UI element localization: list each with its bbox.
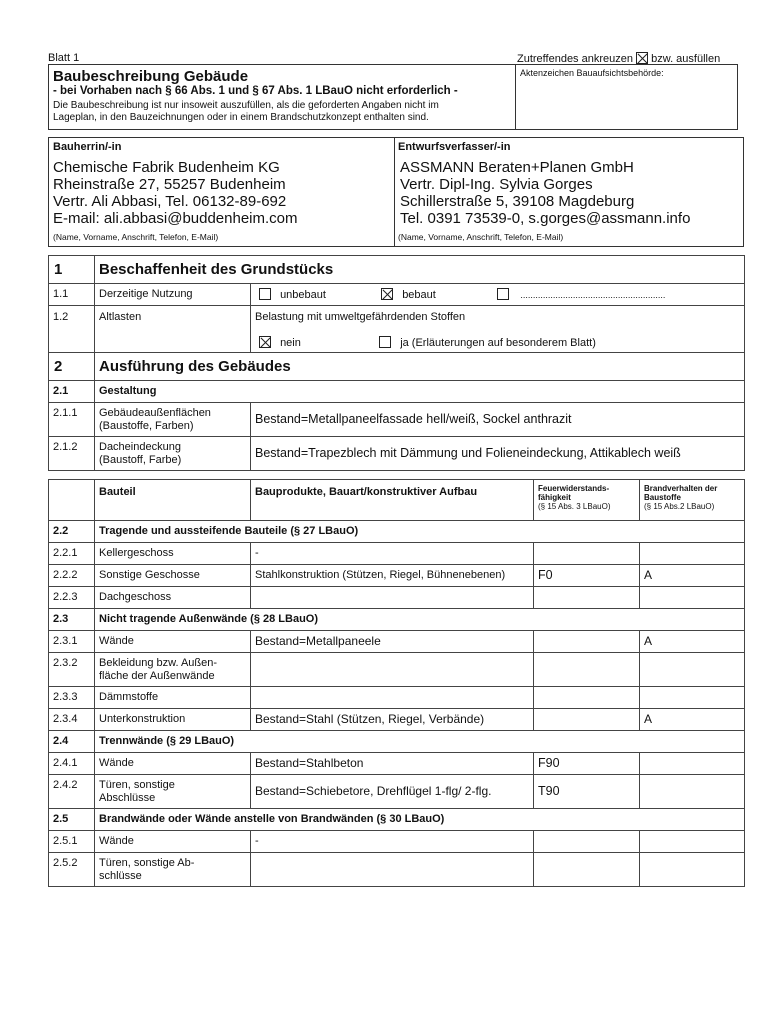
row-construction-value[interactable] xyxy=(251,653,534,687)
checkbox-other-usage[interactable] xyxy=(497,288,509,300)
title-divider xyxy=(515,65,516,129)
row-fire-resistance-value[interactable] xyxy=(534,631,640,653)
row-fire-behaviour-value[interactable] xyxy=(640,587,745,609)
row-label xyxy=(95,543,251,565)
row-number: 2.3.4 xyxy=(49,709,95,731)
header-fire-behaviour xyxy=(640,480,745,521)
file-reference-label: Aktenzeichen Bauaufsichtsbehörde: xyxy=(520,68,664,78)
row-fire-behaviour-value[interactable] xyxy=(640,831,745,853)
row-number: 2.4.1 xyxy=(49,753,95,775)
row-2-1 xyxy=(49,381,745,403)
table-row xyxy=(49,853,745,887)
row-number: 2.5.2 xyxy=(49,853,95,887)
section-2-header xyxy=(49,353,745,381)
row-fire-behaviour-value[interactable] xyxy=(640,653,745,687)
title-note-line2: Lageplan, in den Bauzeichnungen oder in einem Brandschutzkonzept enthalten sind. xyxy=(53,112,429,123)
row-2-1-1-value[interactable]: Bestand=Metallpaneelfassade hell/weiß, Sockel anthrazit xyxy=(251,403,745,437)
row-number: 2.2 xyxy=(49,521,95,543)
row-fire-resistance-value[interactable] xyxy=(534,709,640,731)
row-number: 2.4.2 xyxy=(49,775,95,809)
title-box xyxy=(48,64,738,130)
table-row xyxy=(49,687,745,709)
checkbox-nein[interactable] xyxy=(259,336,271,348)
header-fire-resistance xyxy=(534,480,640,521)
row-label xyxy=(95,831,251,853)
row-fire-behaviour-value[interactable] xyxy=(640,775,745,809)
row-fire-resistance-value[interactable]: F0 xyxy=(534,565,640,587)
fill-hint-suffix: bzw. ausfüllen xyxy=(651,53,721,65)
option-nein-label: nein xyxy=(280,337,301,349)
row-2-1-2-label-line2: (Baustoff, Farbe) xyxy=(99,454,182,466)
table-row xyxy=(49,565,745,587)
row-number: 2.5 xyxy=(49,809,95,831)
row-label-line1: Kellergeschoss xyxy=(99,547,174,559)
table-row xyxy=(49,653,745,687)
row-construction-value[interactable]: Bestand=Schiebetore, Drehflügel 1-flg/ 2-flg. xyxy=(251,775,534,809)
row-fire-resistance-value[interactable] xyxy=(534,687,640,709)
row-1-1-label: Derzeitige Nutzung xyxy=(95,284,251,306)
row-heading-title: Brandwände oder Wände anstelle von Brandwänden (§ 30 LBauO) xyxy=(95,809,745,831)
header-fire-behaviour-line2: Baustoffe xyxy=(644,493,681,502)
row-construction-value[interactable] xyxy=(251,587,534,609)
row-fire-behaviour-value[interactable]: A xyxy=(640,631,745,653)
header-fire-behaviour-line3: (§ 15 Abs.2 LBauO) xyxy=(644,502,715,511)
row-label-line1: Dachgeschoss xyxy=(99,591,172,603)
owner-line2: Rheinstraße 27, 55257 Budenheim xyxy=(53,176,286,193)
row-2-1-2-label-line1: Dacheindeckung xyxy=(99,441,181,453)
owner-label: Bauherrin/-in xyxy=(53,141,122,153)
designer-details xyxy=(400,159,690,227)
row-label-line2: schlüsse xyxy=(99,870,142,882)
row-label-line1: Unterkonstruktion xyxy=(99,713,186,725)
row-label xyxy=(95,587,251,609)
owner-line4: E-mail: ali.abbasi@buddenheim.com xyxy=(53,210,298,227)
checkbox-ja[interactable] xyxy=(379,336,391,348)
owner-hint: (Name, Vorname, Anschrift, Telefon, E-Mail) xyxy=(53,232,219,242)
option-ja-label: ja (Erläuterungen auf besonderem Blatt) xyxy=(400,337,596,349)
contamination-options xyxy=(255,336,740,350)
row-heading-title: Nicht tragende Außenwände (§ 28 LBauO) xyxy=(95,609,745,631)
row-fire-behaviour-value[interactable]: A xyxy=(640,565,745,587)
row-label xyxy=(95,631,251,653)
designer-line2: Vertr. Dipl-Ing. Sylvia Gorges xyxy=(400,176,593,193)
section-1-header xyxy=(49,256,745,284)
title-note-line1: Die Baubeschreibung ist nur insoweit auszufüllen, als die geforderten Angaben nicht im xyxy=(53,100,439,111)
table-section-heading xyxy=(49,731,745,753)
components-rows xyxy=(49,521,745,887)
row-fire-behaviour-value[interactable] xyxy=(640,853,745,887)
row-2-1-1-label xyxy=(95,403,251,437)
row-heading-title: Trennwände (§ 29 LBauO) xyxy=(95,731,745,753)
section-2-title: Ausführung des Gebäudes xyxy=(95,353,745,381)
row-2-1-1-number: 2.1.1 xyxy=(49,403,95,437)
row-fire-resistance-value[interactable] xyxy=(534,653,640,687)
page-title: Baubeschreibung Gebäude xyxy=(53,68,249,85)
row-number: 2.3.3 xyxy=(49,687,95,709)
components-header xyxy=(49,480,745,521)
option-unbebaut-label: unbebaut xyxy=(280,288,326,301)
section-2-number: 2 xyxy=(49,353,95,381)
row-number: 2.4 xyxy=(49,731,95,753)
row-fire-resistance-value[interactable]: F90 xyxy=(534,753,640,775)
designer-hint: (Name, Vorname, Anschrift, Telefon, E-Mail) xyxy=(398,232,564,242)
table-row xyxy=(49,631,745,653)
row-label-line2: fläche der Außenwände xyxy=(99,670,215,682)
row-2-1-2 xyxy=(49,437,745,471)
row-construction-value[interactable]: Bestand=Stahlbeton xyxy=(251,753,534,775)
row-label xyxy=(95,853,251,887)
row-number: 2.2.3 xyxy=(49,587,95,609)
table-section-heading xyxy=(49,521,745,543)
row-label-line1: Wände xyxy=(99,757,134,769)
section-1-table xyxy=(48,255,745,471)
row-1-1 xyxy=(49,284,745,306)
row-1-2 xyxy=(49,306,745,353)
row-heading-title: Tragende und aussteifende Bauteile (§ 27 LBauO) xyxy=(95,521,745,543)
row-1-1-number: 1.1 xyxy=(49,284,95,306)
usage-options xyxy=(251,284,745,306)
table-row xyxy=(49,775,745,809)
row-construction-value[interactable]: Stahlkonstruktion (Stützen, Riegel, Bühnenebenen) xyxy=(251,565,534,587)
row-label xyxy=(95,753,251,775)
row-construction-value[interactable]: - xyxy=(251,831,534,853)
row-fire-behaviour-value[interactable] xyxy=(640,753,745,775)
header-fire-resistance-line3: (§ 15 Abs. 3 LBauO) xyxy=(538,502,611,511)
checkbox-bebaut[interactable] xyxy=(381,288,393,300)
fill-hint-prefix: Zutreffendes ankreuzen xyxy=(517,53,633,65)
row-label-line1: Dämmstoffe xyxy=(99,691,159,703)
row-fire-resistance-value[interactable] xyxy=(534,587,640,609)
row-number: 2.3.2 xyxy=(49,653,95,687)
row-1-2-number: 1.2 xyxy=(49,306,95,353)
designer-line3: Schillerstraße 5, 39108 Magdeburg xyxy=(400,193,635,210)
row-construction-value[interactable]: - xyxy=(251,543,534,565)
row-fire-resistance-value[interactable] xyxy=(534,853,640,887)
row-2-1-2-value[interactable]: Bestand=Trapezblech mit Dämmung und Folieneindeckung, Attikablech weiß xyxy=(251,437,745,471)
row-2-1-1 xyxy=(49,403,745,437)
components-table xyxy=(48,479,745,887)
row-construction-value[interactable]: Bestand=Metallpaneele xyxy=(251,631,534,653)
table-row xyxy=(49,587,745,609)
row-fire-resistance-value[interactable] xyxy=(534,831,640,853)
row-label xyxy=(95,775,251,809)
designer-label: Entwurfsverfasser/-in xyxy=(398,141,511,153)
row-label-line1: Wände xyxy=(99,635,134,647)
row-construction-value[interactable] xyxy=(251,853,534,887)
section-1-number: 1 xyxy=(49,256,95,284)
row-label-line1: Türen, sonstige Ab- xyxy=(99,857,195,869)
title-note xyxy=(53,100,439,124)
option-bebaut-label: bebaut xyxy=(402,288,436,301)
contamination-question: Belastung mit umweltgefährdenden Stoffen xyxy=(255,311,466,323)
owner-line3: Vertr. Ali Abbasi, Tel. 06132-89-692 xyxy=(53,193,287,210)
row-fire-behaviour-value[interactable] xyxy=(640,543,745,565)
row-number: 2.2.2 xyxy=(49,565,95,587)
row-label xyxy=(95,653,251,687)
row-label xyxy=(95,687,251,709)
row-number: 2.2.1 xyxy=(49,543,95,565)
header-fire-resistance-line1: Feuerwiderstands- xyxy=(538,484,610,493)
row-label-line1: Sonstige Geschosse xyxy=(99,569,200,581)
row-label-line1: Türen, sonstige xyxy=(99,779,175,791)
sheet-number: Blatt 1 xyxy=(48,52,80,64)
row-label-line1: Bekleidung bzw. Außen- xyxy=(99,657,218,669)
parties-box xyxy=(48,137,744,247)
page-subtitle: - bei Vorhaben nach § 66 Abs. 1 und § 67 Abs. 1 LBauO nicht erforderlich - xyxy=(53,85,458,97)
row-fire-resistance-value[interactable]: T90 xyxy=(534,775,640,809)
row-fire-behaviour-value[interactable] xyxy=(640,687,745,709)
row-number: 2.5.1 xyxy=(49,831,95,853)
table-row xyxy=(49,543,745,565)
table-row xyxy=(49,753,745,775)
header-empty xyxy=(49,480,95,521)
table-section-heading xyxy=(49,809,745,831)
row-construction-value[interactable] xyxy=(251,687,534,709)
row-construction-value[interactable]: Bestand=Stahl (Stützen, Riegel, Verbände) xyxy=(251,709,534,731)
header-fire-behaviour-line1: Brandverhalten der xyxy=(644,484,718,493)
other-usage-field[interactable]: .......................................................... xyxy=(520,289,666,300)
row-number: 2.3 xyxy=(49,609,95,631)
designer-line4: Tel. 0391 73539-0, s.gorges@assmann.info xyxy=(400,210,691,227)
row-label-line2: Abschlüsse xyxy=(99,792,156,804)
checkbox-example-icon xyxy=(636,52,648,64)
header-bauprodukte: Bauprodukte, Bauart/konstruktiver Aufbau xyxy=(251,480,534,521)
owner-line1: Chemische Fabrik Budenheim KG xyxy=(53,159,280,176)
row-fire-behaviour-value[interactable]: A xyxy=(640,709,745,731)
row-label xyxy=(95,565,251,587)
section-1-title: Beschaffenheit des Grundstücks xyxy=(95,256,745,284)
row-2-1-2-number: 2.1.2 xyxy=(49,437,95,471)
row-fire-resistance-value[interactable] xyxy=(534,543,640,565)
designer-line1: ASSMANN Beraten+Planen GmbH xyxy=(400,159,634,176)
row-1-2-label: Altlasten xyxy=(95,306,251,353)
row-2-1-1-label-line2: (Baustoffe, Farben) xyxy=(99,420,194,432)
parties-divider xyxy=(394,138,395,246)
header-fire-resistance-line2: fähigkeit xyxy=(538,493,571,502)
row-label xyxy=(95,709,251,731)
row-2-1-number: 2.1 xyxy=(49,381,95,403)
table-row xyxy=(49,831,745,853)
row-2-1-title: Gestaltung xyxy=(95,381,745,403)
owner-details xyxy=(53,159,298,227)
header-bauteil: Bauteil xyxy=(95,480,251,521)
row-label-line1: Wände xyxy=(99,835,134,847)
contamination-cell xyxy=(251,306,745,353)
row-2-1-2-label xyxy=(95,437,251,471)
table-row xyxy=(49,709,745,731)
row-number: 2.3.1 xyxy=(49,631,95,653)
row-2-1-1-label-line1: Gebäudeaußenflächen xyxy=(99,407,211,419)
checkbox-unbebaut[interactable] xyxy=(259,288,271,300)
table-section-heading xyxy=(49,609,745,631)
